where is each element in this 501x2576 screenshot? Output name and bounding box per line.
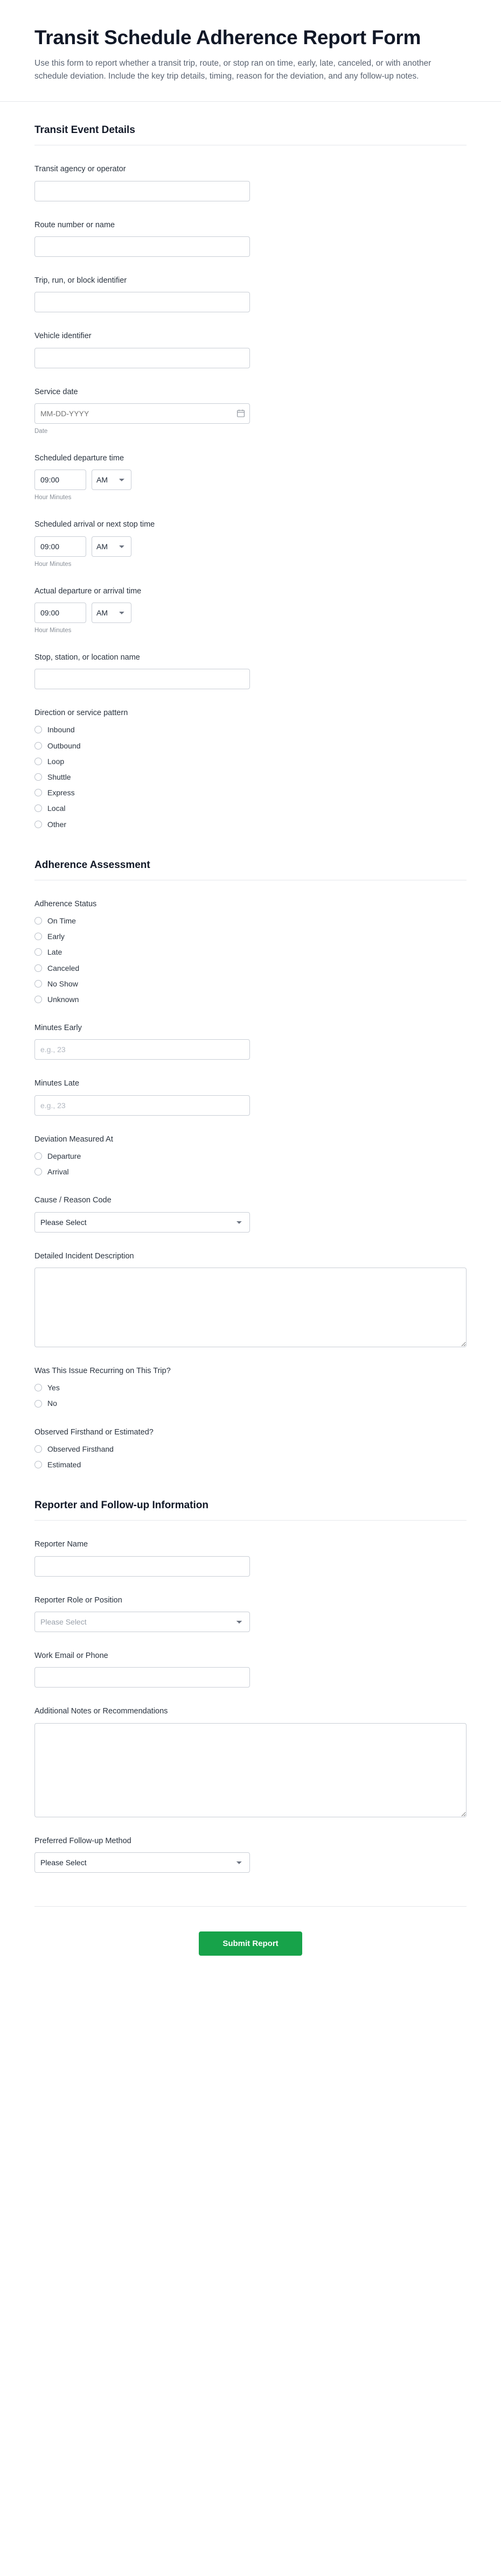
route-number-input[interactable]	[34, 236, 250, 257]
section-transit-event-details	[34, 124, 467, 829]
label-vehicle-identifier: Vehicle identifier	[34, 332, 92, 341]
field-service-date	[34, 387, 467, 435]
radio-label: Local	[47, 804, 66, 813]
vehicle-identifier-input[interactable]	[34, 348, 250, 368]
label-scheduled-arrival-time: Scheduled arrival or next stop time	[34, 520, 155, 529]
radio-icon[interactable]	[34, 804, 42, 812]
radio-icon[interactable]	[34, 1384, 42, 1391]
field-incident-description	[34, 1251, 467, 1347]
field-vehicle-identifier	[34, 331, 467, 368]
submit-report-button[interactable]: Submit Report	[199, 1931, 302, 1956]
radio-icon[interactable]	[34, 996, 42, 1003]
reporter-name-input[interactable]	[34, 1556, 250, 1577]
radio-status-on-time[interactable]	[34, 916, 467, 926]
radio-icon[interactable]	[34, 917, 42, 925]
radio-label: Early	[47, 932, 65, 941]
radio-label: Express	[47, 788, 75, 797]
radio-label: No	[47, 1399, 57, 1408]
radio-icon[interactable]	[34, 726, 42, 733]
radio-recurring-no[interactable]	[34, 1398, 467, 1408]
hint-scheduled-arrival: Hour Minutes	[34, 561, 72, 568]
field-minutes-early	[34, 1023, 467, 1060]
radio-direction-inbound[interactable]	[34, 725, 467, 734]
page-title: Transit Schedule Adherence Report Form	[34, 26, 421, 48]
service-date-input[interactable]	[34, 403, 250, 424]
field-reporter-name	[34, 1539, 467, 1576]
radio-icon[interactable]	[34, 1461, 42, 1468]
radio-label: Estimated	[47, 1460, 81, 1469]
section-reporter-followup	[34, 1500, 467, 1872]
label-stop-name: Stop, station, or location name	[34, 653, 140, 662]
radio-label: Unknown	[47, 995, 79, 1004]
radio-icon[interactable]	[34, 758, 42, 765]
section-title-transit-event-details: Transit Event Details	[34, 124, 467, 145]
field-adherence-status	[34, 899, 467, 1004]
field-work-contact	[34, 1650, 467, 1688]
hint-actual-time: Hour Minutes	[34, 627, 72, 634]
label-reporter-role: Reporter Role or Position	[34, 1595, 122, 1605]
radio-icon[interactable]	[34, 773, 42, 781]
label-service-date: Service date	[34, 387, 78, 396]
actual-time-input[interactable]	[34, 603, 86, 623]
radio-icon[interactable]	[34, 789, 42, 796]
radio-icon[interactable]	[34, 964, 42, 972]
radio-status-canceled[interactable]	[34, 963, 467, 973]
field-scheduled-departure-time	[34, 453, 467, 501]
radio-label: Inbound	[47, 725, 75, 734]
stop-name-input[interactable]	[34, 669, 250, 689]
radio-direction-shuttle[interactable]	[34, 772, 467, 782]
scheduled-departure-time-input[interactable]	[34, 470, 86, 490]
field-cause-reason-code	[34, 1195, 467, 1232]
radio-icon[interactable]	[34, 980, 42, 988]
field-route-number	[34, 220, 467, 257]
label-followup-method: Preferred Follow-up Method	[34, 1836, 131, 1845]
label-adherence-status: Adherence Status	[34, 899, 97, 908]
field-direction	[34, 708, 467, 829]
actual-time-ampm-select[interactable]	[92, 603, 131, 623]
radio-status-no-show[interactable]	[34, 979, 467, 989]
radio-direction-outbound[interactable]	[34, 741, 467, 751]
radio-direction-other[interactable]	[34, 820, 467, 829]
hint-service-date: Date	[34, 428, 48, 435]
field-additional-notes	[34, 1706, 467, 1817]
field-stop-name	[34, 652, 467, 689]
field-reporter-role	[34, 1595, 467, 1632]
measured-at-radio-group	[34, 1151, 467, 1177]
cause-reason-code-select[interactable]	[34, 1212, 250, 1233]
radio-icon[interactable]	[34, 933, 42, 940]
radio-icon[interactable]	[34, 1400, 42, 1408]
radio-label: Canceled	[47, 963, 80, 972]
radio-label: Late	[47, 948, 62, 957]
field-observed-or-estimated	[34, 1427, 467, 1470]
label-minutes-early: Minutes Early	[34, 1024, 82, 1033]
label-transit-agency: Transit agency or operator	[34, 165, 126, 174]
form-description: Use this form to report whether a transit trip, route, or stop ran on time, early, late, canceled, or with another schedule deviation. Include the key trip details, timing, reason for the deviation, and any follow-up notes.	[34, 59, 432, 81]
adherence-status-radio-group	[34, 916, 467, 1004]
radio-icon[interactable]	[34, 821, 42, 828]
transit-agency-input[interactable]	[34, 181, 250, 201]
calendar-icon[interactable]	[237, 409, 245, 417]
trip-identifier-input[interactable]	[34, 292, 250, 312]
observed-radio-group	[34, 1444, 467, 1469]
reporter-role-select[interactable]	[34, 1612, 250, 1632]
radio-observed-estimated[interactable]	[34, 1460, 467, 1469]
scheduled-arrival-time-input[interactable]	[34, 536, 86, 557]
radio-direction-express[interactable]	[34, 788, 467, 797]
label-minutes-late: Minutes Late	[34, 1079, 80, 1088]
label-observed-or-estimated: Observed Firsthand or Estimated?	[34, 1427, 154, 1437]
section-adherence-assessment	[34, 859, 467, 1470]
field-actual-time	[34, 586, 467, 634]
actual-time-row	[34, 603, 467, 623]
radio-icon[interactable]	[34, 1445, 42, 1453]
label-reporter-name: Reporter Name	[34, 1540, 88, 1549]
label-scheduled-departure-time: Scheduled departure time	[34, 453, 124, 463]
label-recurring-issue: Was This Issue Recurring on This Trip?	[34, 1366, 171, 1375]
radio-label: Outbound	[47, 741, 81, 750]
radio-label: Arrival	[47, 1167, 69, 1177]
scheduled-arrival-ampm-select[interactable]	[92, 536, 131, 557]
field-recurring-issue	[34, 1366, 467, 1409]
radio-status-early[interactable]	[34, 932, 467, 941]
field-trip-identifier	[34, 275, 467, 312]
radio-observed-firsthand[interactable]	[34, 1444, 467, 1454]
scheduled-arrival-row	[34, 536, 467, 557]
incident-description-textarea[interactable]	[34, 1268, 467, 1347]
radio-label: Yes	[47, 1383, 60, 1392]
radio-measured-departure[interactable]	[34, 1151, 467, 1161]
radio-recurring-yes[interactable]	[34, 1383, 467, 1392]
radio-direction-local[interactable]	[34, 803, 467, 813]
label-additional-notes: Additional Notes or Recommendations	[34, 1707, 168, 1716]
radio-label: Other	[47, 820, 67, 829]
section-title-reporter-followup: Reporter and Follow-up Information	[34, 1500, 467, 1521]
label-deviation-measured-at: Deviation Measured At	[34, 1135, 113, 1144]
radio-label: On Time	[47, 916, 76, 925]
form-header	[0, 0, 501, 102]
field-scheduled-arrival-time	[34, 519, 467, 567]
direction-radio-group	[34, 725, 467, 829]
label-direction: Direction or service pattern	[34, 709, 128, 718]
radio-label: Departure	[47, 1152, 81, 1161]
service-date-wrapper	[34, 403, 250, 424]
radio-icon[interactable]	[34, 742, 42, 750]
recurring-radio-group	[34, 1383, 467, 1408]
radio-measured-arrival[interactable]	[34, 1167, 467, 1177]
minutes-late-input[interactable]	[34, 1095, 250, 1116]
label-actual-time: Actual departure or arrival time	[34, 586, 142, 596]
section-title-adherence-assessment: Adherence Assessment	[34, 859, 467, 880]
scheduled-departure-ampm-select[interactable]	[92, 470, 131, 490]
label-route-number: Route number or name	[34, 220, 115, 229]
radio-icon[interactable]	[34, 948, 42, 956]
additional-notes-textarea[interactable]	[34, 1723, 467, 1817]
radio-status-late[interactable]	[34, 947, 467, 957]
label-trip-identifier: Trip, run, or block identifier	[34, 276, 127, 285]
radio-icon[interactable]	[34, 1168, 42, 1175]
radio-label: Loop	[47, 757, 65, 766]
label-work-contact: Work Email or Phone	[34, 1651, 108, 1660]
radio-direction-loop[interactable]	[34, 757, 467, 766]
minutes-early-input[interactable]	[34, 1039, 250, 1060]
label-cause-reason-code: Cause / Reason Code	[34, 1196, 112, 1205]
radio-status-unknown[interactable]	[34, 995, 467, 1004]
followup-method-select[interactable]	[34, 1852, 250, 1873]
radio-icon[interactable]	[34, 1152, 42, 1160]
label-incident-description: Detailed Incident Description	[34, 1251, 134, 1261]
form-footer	[34, 1906, 467, 1986]
hint-scheduled-departure: Hour Minutes	[34, 494, 72, 501]
radio-label: Observed Firsthand	[47, 1444, 114, 1453]
work-contact-input[interactable]	[34, 1667, 250, 1688]
field-followup-method	[34, 1836, 467, 1873]
field-transit-agency	[34, 164, 467, 201]
radio-label: No Show	[47, 979, 78, 988]
field-minutes-late	[34, 1078, 467, 1115]
field-deviation-measured-at	[34, 1134, 467, 1177]
radio-label: Shuttle	[47, 772, 71, 781]
scheduled-departure-row	[34, 470, 467, 490]
form-body	[0, 102, 501, 1985]
